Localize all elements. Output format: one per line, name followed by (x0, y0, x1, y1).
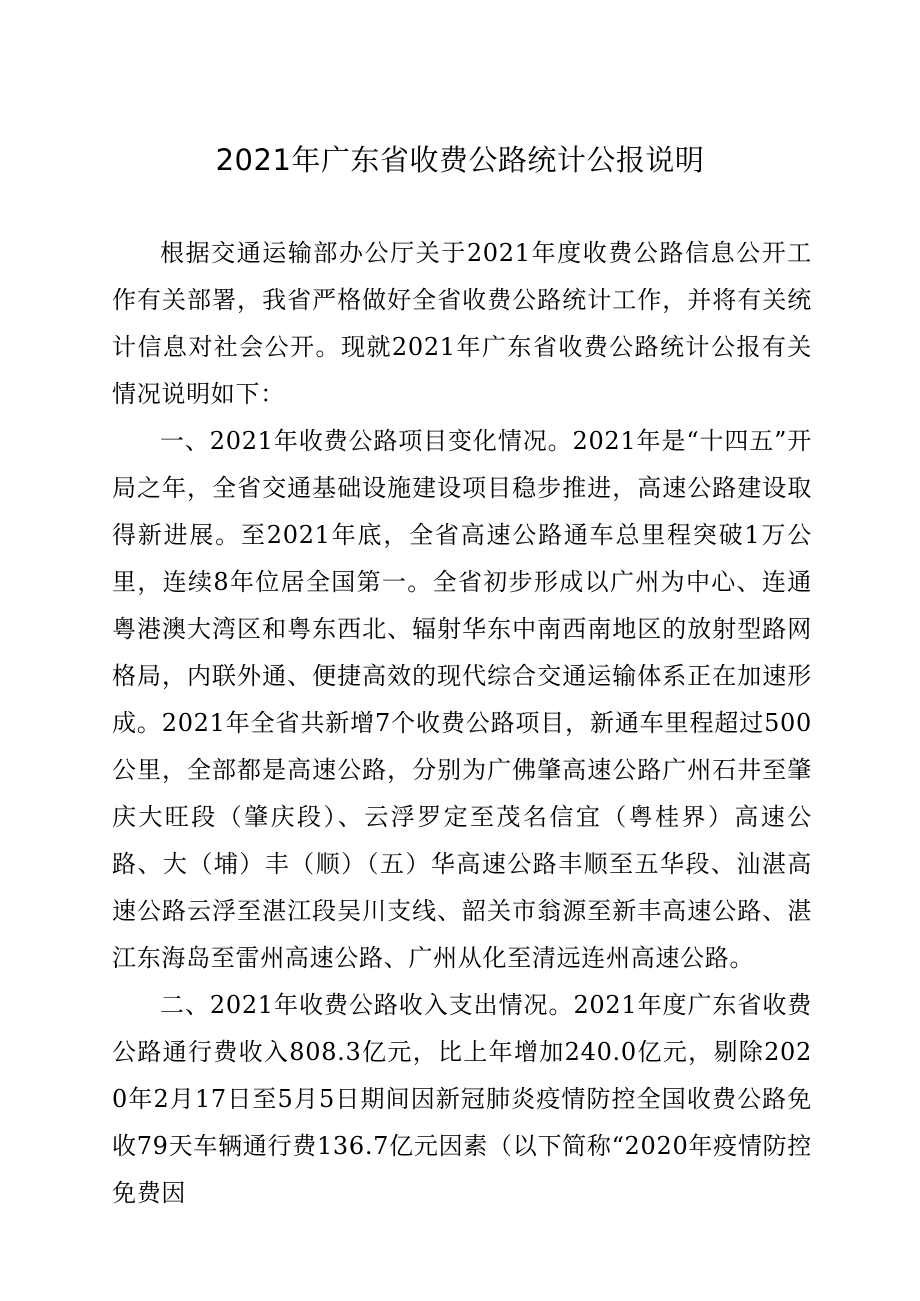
paragraph-project-changes: 一、2021年收费公路项目变化情况。2021年是“十四五”开局之年，全省交通基础设施建设项目稳步推进，高速公路建设取得新进展。至2021年底，全省高速公路通车总里程突破1万公里，连续8年位居全国第一。全省初步形成以广州为中心、连通粤港澳大湾区和粤东西北、辐射华东中南西南地区的放射型路网格局，内联外通、便捷高效的现代综合交通运输体系正在加速形成。2021年全省共新增7个收费公路项目，新通车里程超过500公里，全部都是高速公路，分别为广佛肇高速公路广州石井至肇庆大旺段（肇庆段）、云浮罗定至茂名信宜（粤桂界）高速公路、大（埔）丰（顺）（五）华高速公路丰顺至五华段、汕湛高速公路云浮至湛江段吴川支线、韶关市翁源至新丰高速公路、湛江东海岛至雷州高速公路、广州从化至清远连州高速公路。 (112, 427, 812, 972)
paragraph-intro: 根据交通运输部办公厅关于2021年度收费公路信息公开工作有关部署，我省严格做好全省收费公路统计工作，并将有关统计信息对社会公开。现就2021年广东省收费公路统计公报有关情况说明如下： (112, 239, 812, 408)
paragraph-income-expenditure: 二、2021年收费公路收入支出情况。2021年度广东省收费公路通行费收入808.3亿元，比上年增加240.0亿元，剔除2020年2月17日至5月5日期间因新冠肺炎疫情防控全国收费公路免收79天车辆通行费136.7亿元因素（以下简称“2020年疫情防控免费因 (112, 991, 812, 1207)
document-body (112, 230, 812, 1217)
document-title: 2021年广东省收费公路统计公报说明 (215, 143, 705, 177)
